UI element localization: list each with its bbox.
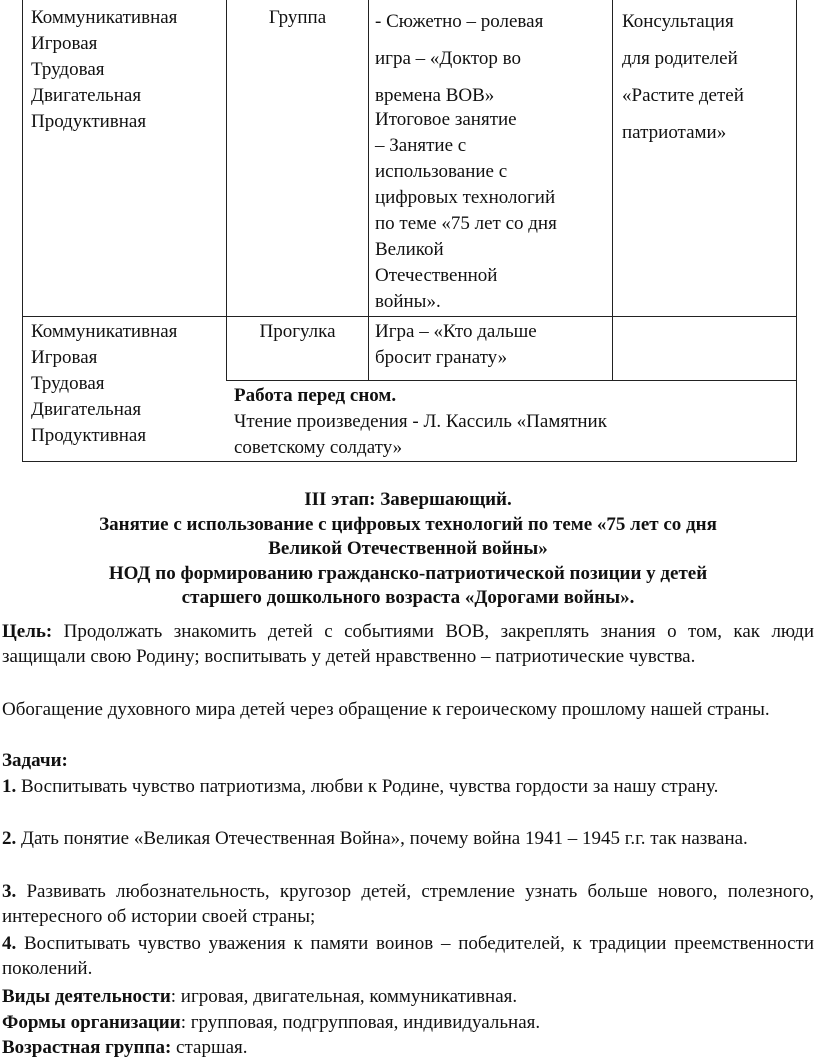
enrichment-paragraph: Обогащение духовного мира детей через обращение к героическому прошлому нашей страны. [2,699,770,720]
row2-work: Игра – «Кто дальше бросит гранату» [375,321,537,368]
age-group: Возрастная группа: старшая. [2,1037,248,1058]
row2-form: Прогулка [259,321,336,342]
table-divider-2 [368,0,369,380]
table-divider-3 [612,0,613,380]
section-headings [0,488,816,611]
lesson-title-2: Великой Отечественной войны» [268,538,548,559]
organization-forms: Формы организации: групповая, подгрупповая, индивидуальная. [2,1012,541,1033]
table-border-left [22,0,23,462]
row1-parents: Консультация для родителей «Растите детей патриотами» [622,11,744,143]
sleep-title: Работа перед сном. [234,385,397,406]
table-merged-separator [226,380,797,381]
table-border-right [796,0,797,462]
lesson-title-1: Занятие с использование с цифровых технологий по теме «75 лет со дня [99,513,717,535]
task-3: 3. Развивать любознательность, кругозор детей, стремление узнать больше нового, полезного, интересного об истории своей страны; [2,881,814,927]
task-1: 1. Воспитывать чувство патриотизма, любви к Родине, чувства гордости за нашу страну. [2,776,719,797]
activity-types: Виды деятельности: игровая, двигательная, коммуникативная. [2,986,518,1007]
nod-title-1: НОД по формированию гражданско-патриотической позиции у детей [108,562,708,584]
row1-form: Группа [268,7,327,28]
goal-text: Продолжать знакомить детей с событиями ВОВ, закреплять знания о том, как люди защищали свою Родину; воспитывать у детей нравственно – патриотические чувства. [2,621,814,667]
task-4: 4. Воспитывать чувство уважения к памяти воинов – победителей, к традиции преемственности поколений. [2,933,814,979]
stage-title: III этап: Завершающий. [304,489,512,510]
nod-title-2: старшего дошкольного возраста «Дорогами войны». [181,587,635,608]
task-2: 2. Дать понятие «Великая Отечественная Война», почему война 1941 – 1945 г.г. так названа. [2,828,748,849]
row2-sleep-work: Работа перед сном. Чтение произведения - Л. Кассиль «Памятник советскому солдату» [234,383,794,461]
tasks-label: Задачи: [2,750,68,771]
row2-activities: Коммуникативная Игровая Трудовая Двигательная Продуктивная [31,321,178,446]
goal-label: Цель: [2,621,53,642]
row1-work: - Сюжетно – ролевая игра – «Доктор во времена ВОВ» Итоговое занятие – Занятие с использование с цифровых технологий по теме «75 лет со дня Великой Отечественной войны». [375,11,557,312]
row1-activities: Коммуникативная Игровая Трудовая Двигательная Продуктивная [31,7,178,132]
table-border-bottom [22,461,797,462]
table-row-separator [22,316,797,317]
plan-table [22,0,797,462]
goal-paragraph [2,620,814,669]
